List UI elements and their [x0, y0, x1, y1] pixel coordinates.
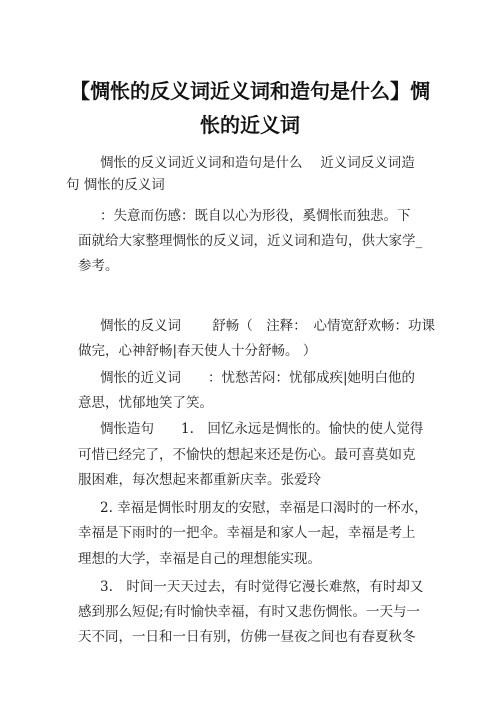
text-line: 服困难，每次想起来都重新庆幸。张爱玲 — [78, 472, 321, 488]
title-line-2: 怅的近义词 — [200, 113, 300, 137]
article-title — [0, 74, 500, 142]
text-line: 意思，忧郁地笑了笑。 — [78, 395, 213, 411]
text-line: ：失意而伤感：既自以心为形役，奚惆怅而独悲。下 — [100, 208, 411, 224]
text-line: 天不同，一日和一日有别，仿佛一昼夜之间也有春夏秋冬 — [78, 629, 416, 645]
text-line: 3. 时间一天天过去，有时觉得它漫长难熬，有时却又 — [100, 579, 424, 595]
title-line-1: 【惆怅的反义词近义词和造句是什么】惆 — [70, 79, 430, 103]
text-line: 感到那么短促;有时愉快幸福，有时又悲伤惆怅。一天与一 — [78, 604, 421, 620]
text-line: 句 惆怅的反义词 — [66, 177, 165, 193]
text-line: 可惜已经完了，不愉快的想起来还是伤心。最可喜莫如克 — [78, 447, 416, 463]
text-line: 惆怅的反义词 舒畅（ 注释： 心情宽舒欢畅：功课 — [100, 318, 436, 334]
text-line: 幸福是下雨时的一把伞。幸福是和家人一起，幸福是考上 — [78, 525, 416, 541]
text-line: 惆怅的反义词近义词和造句是什么 近义词反义词造 — [100, 155, 415, 171]
text-line: 理想的大学，幸福是自己的理想能实现。 — [78, 551, 321, 567]
text-line: 惆怅造句 1. 回忆永远是惆怅的。愉快的使人觉得 — [100, 421, 424, 437]
text-line: 参考。 — [78, 258, 119, 274]
text-line: 2. 幸福是惆怅时朋友的安慰，幸福是口渴时的一杯水， — [100, 500, 428, 516]
text-line: 惆怅的近义词 ：忧愁苦闷：忧郁成疾|她明白他的 — [100, 370, 416, 386]
text-line: 做完，心神舒畅|春天使人十分舒畅。 ） — [78, 343, 317, 359]
text-line: 面就给大家整理惆怅的反义词，近义词和造句，供大家学_ — [78, 233, 423, 249]
